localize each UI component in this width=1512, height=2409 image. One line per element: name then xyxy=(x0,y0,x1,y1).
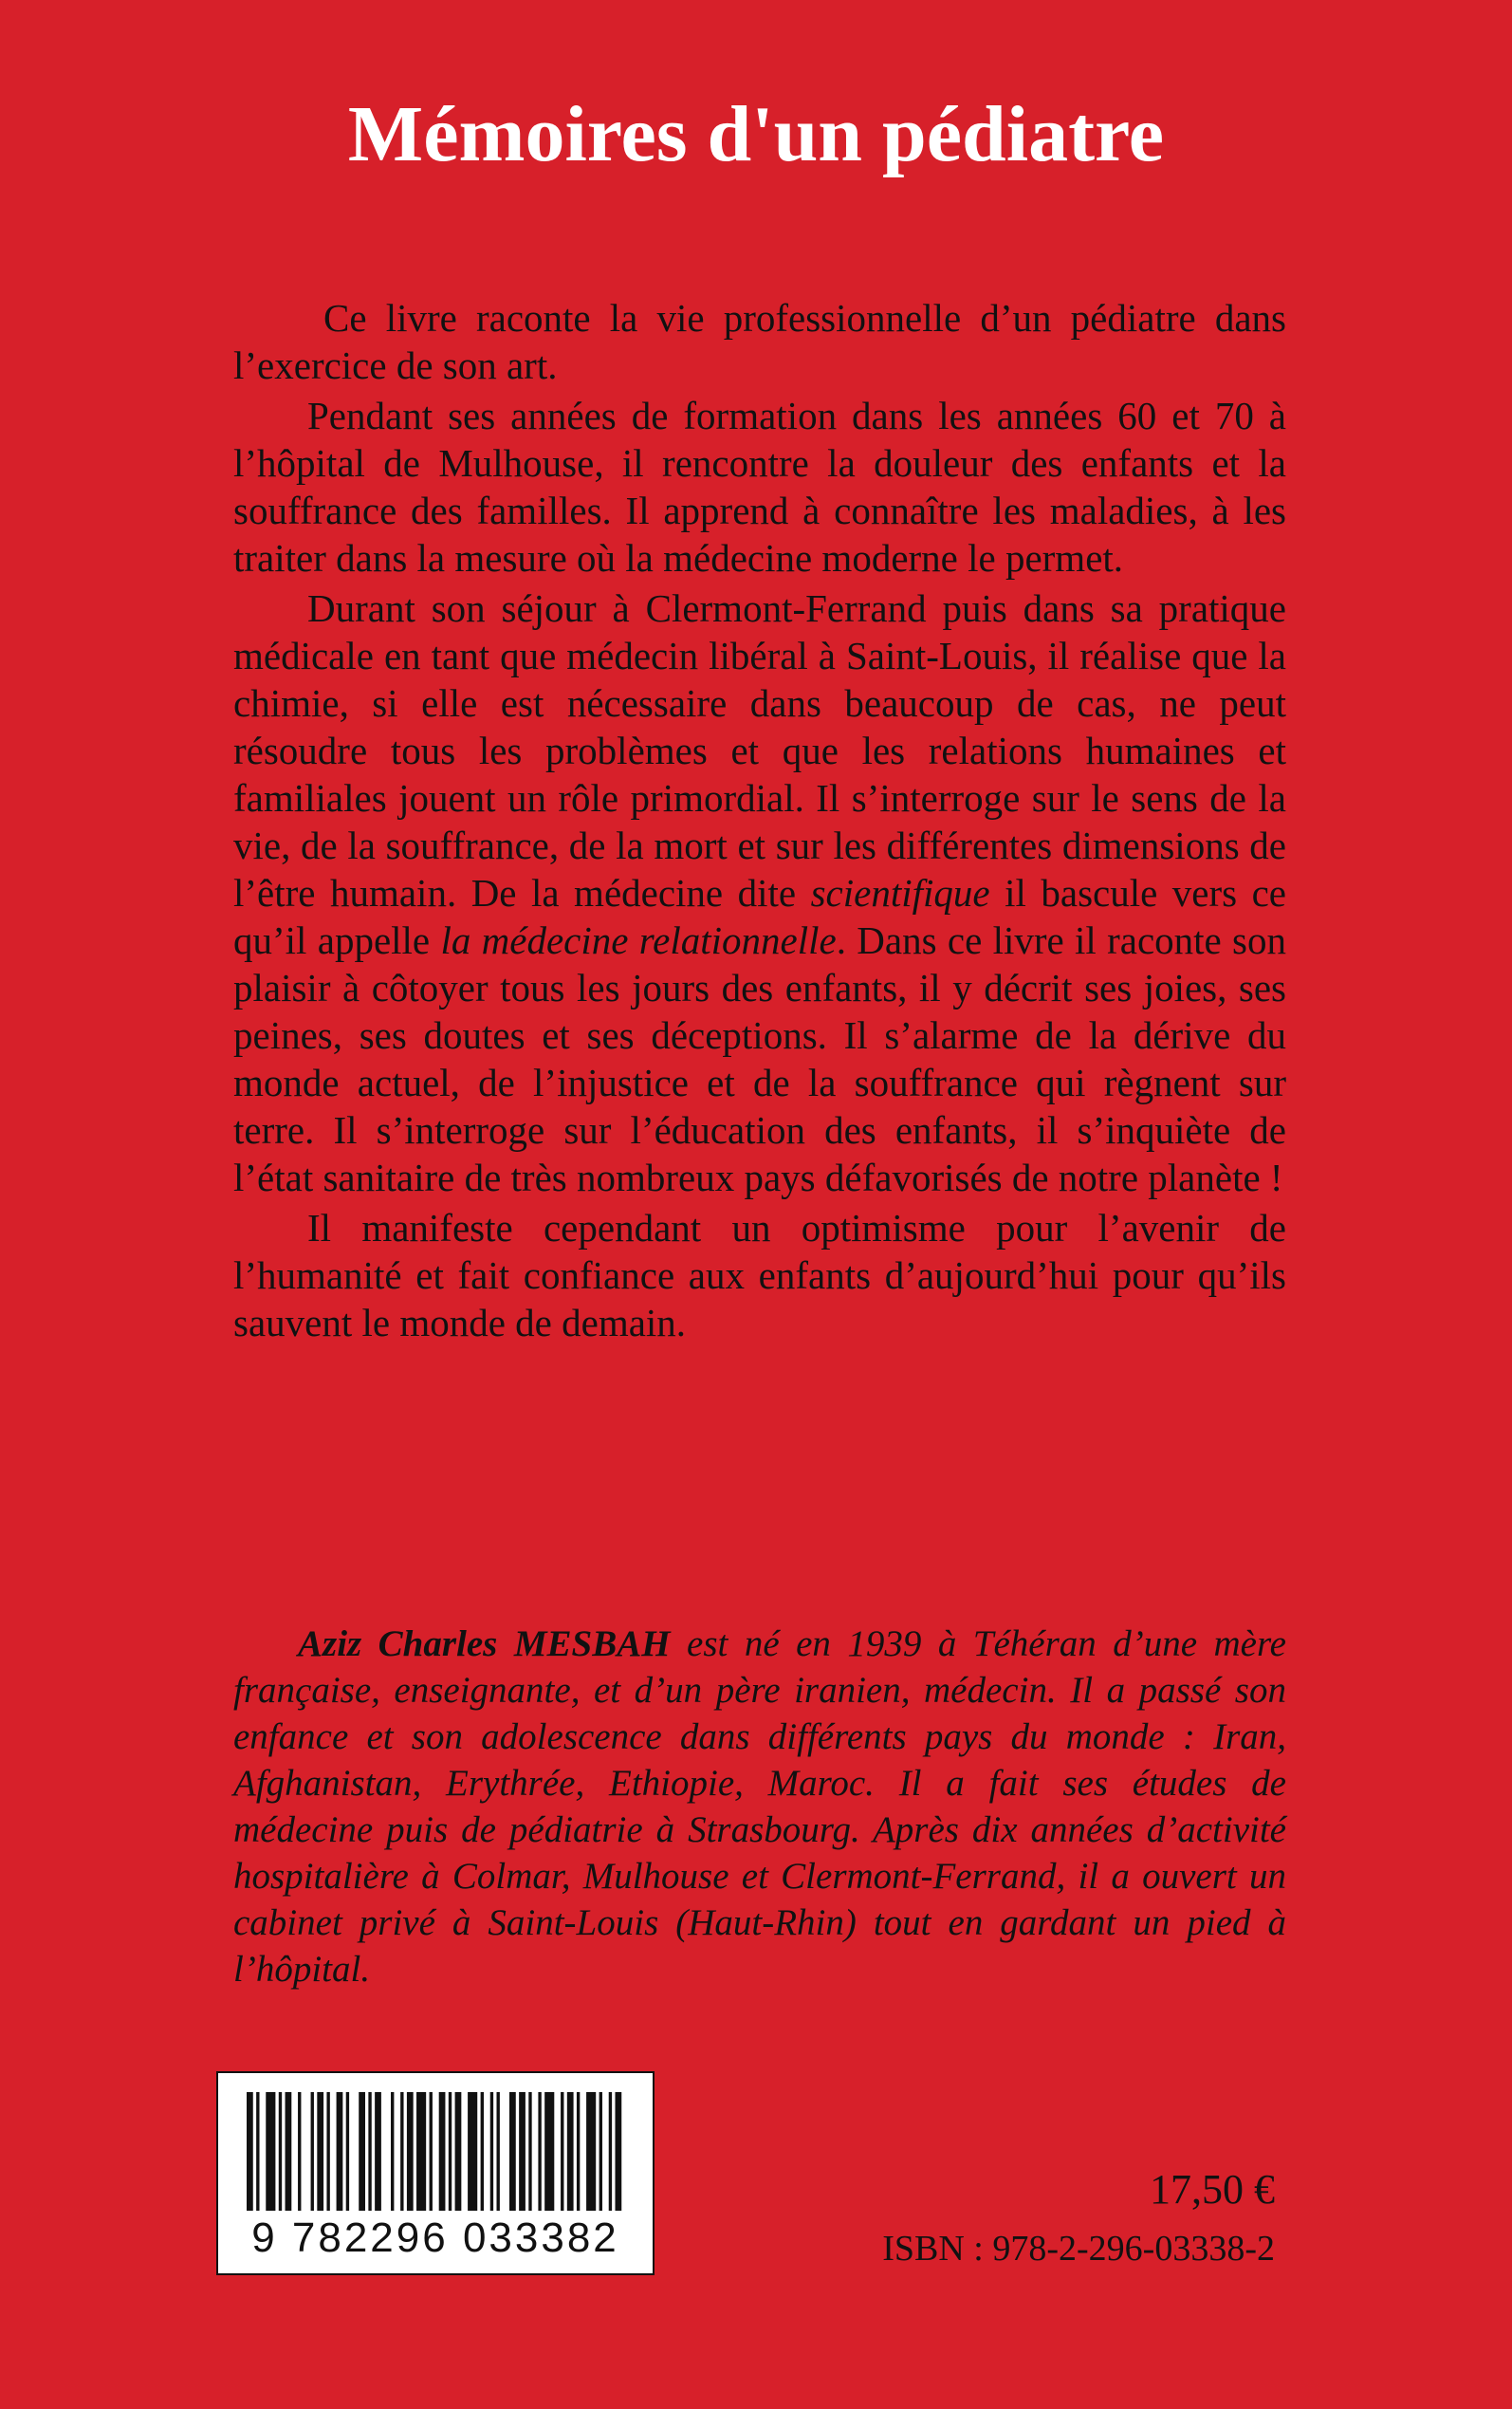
barcode-bar xyxy=(337,2092,343,2211)
barcode-bar xyxy=(481,2092,484,2211)
barcode-bar xyxy=(346,2092,349,2211)
barcode-bar xyxy=(599,2092,602,2211)
author-name: Aziz Charles MESBAH xyxy=(298,1623,671,1664)
barcode-bar xyxy=(544,2092,554,2211)
barcode-bar xyxy=(439,2092,446,2211)
barcode-bar xyxy=(567,2092,574,2211)
barcode-bar xyxy=(538,2092,541,2211)
barcode-bar xyxy=(266,2092,275,2211)
barcode-bar xyxy=(615,2092,621,2211)
summary-paragraph: Il manifeste cependant un optimisme pour l’avenir de l’humanité et fait confiance aux enfants d’aujourd’hui pour qu’ils sauvent le monde de demain. xyxy=(233,1206,1286,1344)
barcode-bar xyxy=(311,2092,314,2211)
barcode-bar xyxy=(577,2092,580,2211)
barcode-bar xyxy=(490,2092,493,2211)
barcode xyxy=(216,2071,655,2275)
isbn: ISBN : 978-2-296-03338-2 xyxy=(882,2229,1275,2269)
summary-paragraph xyxy=(233,584,1286,1201)
barcode-bar xyxy=(317,2092,323,2211)
barcode-bar xyxy=(455,2092,462,2211)
price: 17,50 € xyxy=(1150,2166,1275,2213)
barcode-bar xyxy=(247,2092,253,2211)
barcode-bar xyxy=(416,2092,426,2211)
barcode-bar xyxy=(326,2092,329,2211)
book-summary xyxy=(233,294,1286,1349)
author-bio-text: est né en 1939 à Téhéran d’une mère française, enseignante, et d’un père iranien, médecin. Il a passé son enfance et son adolescence dans différents pays du monde : Iran, Afghanistan, Erythrée, Ethiopie, Maroc. Il a fait ses études de médecine puis de pédiatrie à Strasbourg. Après dix années d’activité hospitalière à Colmar, Mulhouse et Clermont-Ferrand, il a ouvert un cabinet privé à Saint-Louis (Haut-Rhin) tout en gardant un pied à l’hôpital. xyxy=(233,1623,1286,1990)
barcode-bar xyxy=(468,2092,477,2211)
author-bio xyxy=(233,1621,1286,1992)
barcode-bar xyxy=(586,2092,596,2211)
barcode-bar xyxy=(497,2092,500,2211)
barcode-digits: 9 782296 033382 xyxy=(251,2214,619,2261)
barcode-bar xyxy=(368,2092,371,2211)
summary-paragraph: Pendant ses années de formation dans les années 60 et 70 à l’hôpital de Mulhouse, il rencontre la douleur des enfants et la souffrance des familles. Il apprend à connaître les maladies, à les traiter dans la mesure où la médecine moderne le permet. xyxy=(233,394,1286,580)
summary-paragraph: Ce livre raconte la vie professionnelle d’un pédiatre dans l’exercice de son art. xyxy=(233,296,1286,387)
summary-emphasis: la médecine relationnelle xyxy=(440,918,837,962)
barcode-bar xyxy=(449,2092,452,2211)
barcode-bar xyxy=(391,2092,394,2211)
barcode-bar xyxy=(609,2092,612,2211)
barcode-bar xyxy=(407,2092,414,2211)
summary-text: Durant son séjour à Clermont-Ferrand puis dans sa pratique médicale en tant que médecin libéral à Saint-Louis, il réalise que la chimie, si elle est nécessaire dans beaucoup de cas, ne peut résoudre tous les problèmes et que les relations humaines et familiales jouent un rôle primordial. Il s’interroge sur le sens de la vie, de la souffrance, de la mort et sur les différentes dimensions de l’être humain. De la médecine dite xyxy=(233,586,1286,915)
barcode-bar xyxy=(279,2092,282,2211)
barcode-bar xyxy=(509,2092,516,2211)
barcode-bar xyxy=(561,2092,563,2211)
barcode-bar xyxy=(519,2092,526,2211)
barcode-bar xyxy=(400,2092,403,2211)
summary-text: . Dans ce livre il raconte son plaisir à côtoyer tous les jours des enfants, il y décrit ses joies, ses peines, ses doutes et ses déceptions. Il s’alarme de la dérive du monde actuel, de l’injustice et de la souffrance qui règnent sur terre. Il s’interroge sur l’éducation des enfants, il s’inquiète de l’état sanitaire de très nombreux pays défavorisés de notre planète ! xyxy=(233,918,1287,1199)
summary-emphasis: scientifique xyxy=(810,871,990,915)
barcode-bar xyxy=(430,2092,433,2211)
barcode-bar xyxy=(359,2092,365,2211)
barcode-bar xyxy=(256,2092,259,2211)
barcode-bar xyxy=(375,2092,381,2211)
barcode-bar xyxy=(286,2092,292,2211)
barcode-icon xyxy=(247,2092,628,2211)
barcode-bar xyxy=(298,2092,301,2211)
book-title: Mémoires d'un pédiatre xyxy=(347,90,1165,178)
barcode-bar xyxy=(528,2092,531,2211)
summary-text: il bascule vers ce qu’il appelle xyxy=(233,871,1286,962)
